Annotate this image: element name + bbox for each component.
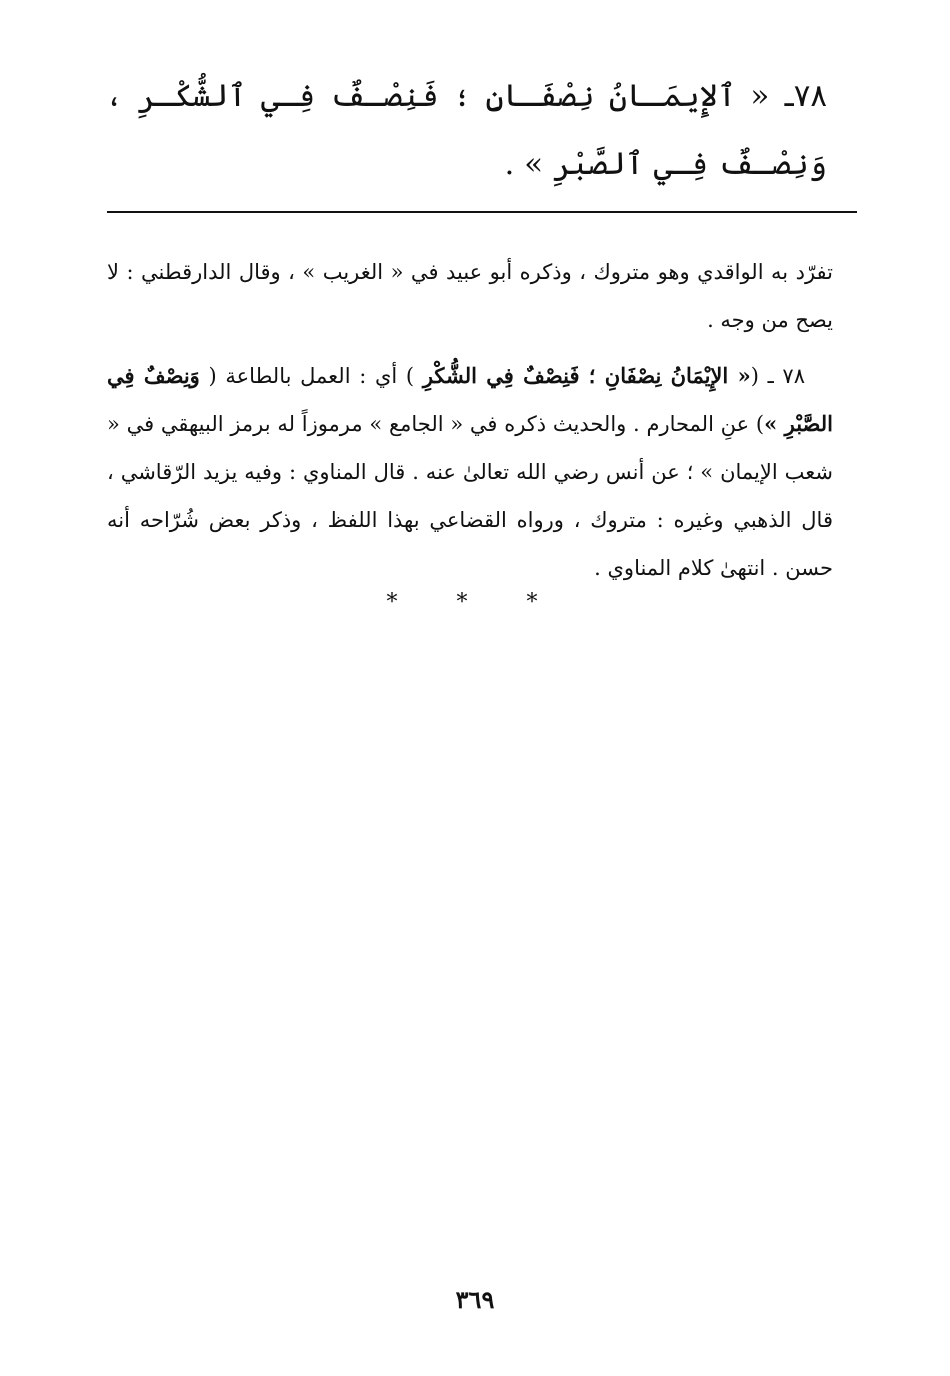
commentary-prefix: ٧٨ ـ (	[750, 364, 805, 388]
commentary-quote-1: « الإِيْمَانُ نِصْفَانِ ؛ فَنِصْفٌ فِي الشُّكْرِ	[422, 363, 751, 388]
commentary-middle: ) أي : العمل بالطاعة (	[208, 364, 415, 388]
footnote-divider	[107, 211, 857, 213]
commentary-paragraph-1: تفرّد به الواقدي وهو متروك ، وذكره أبو عبيد في « الغريب » ، وقال الدارقطني : لا يصح من وجه .	[107, 260, 833, 332]
commentary-suffix: ) عنِ المحارم . والحديث ذكره في « الجامع » مرموزاً له برمز البيهقي في « شعب الإيمان » ؛ عن أنس رضي الله تعالىٰ عنه . قال المناوي : وفيه يزيد الرّقاشي ، قال الذهبي وغيره : متروك ، ورواه القضاعي بهذا اللفظ ، وذكر بعض شُرّاحه أنه حسن . انتهىٰ كلام المناوي .	[107, 412, 833, 580]
hadith-number: ٧٨ـ	[784, 78, 828, 114]
page-number: ٣٦٩	[455, 1285, 495, 1314]
commentary-quote-2: وَنِصْفٌ فِي الصَّبْرِ »	[107, 363, 833, 436]
section-separator-asterisks: * * *	[386, 590, 564, 615]
commentary-paragraph-2	[107, 352, 833, 592]
commentary-section	[107, 248, 833, 592]
hadith-matn: « ٱلإِيمَـانُ نِصْفَـانِ ؛ فَنِصْـفٌ فِـي ٱلشُّكْـرِ ، وَنِصْـفٌ فِـي ٱلصَّبْرِ » .	[105, 78, 827, 182]
hadith-text-block	[105, 62, 827, 198]
